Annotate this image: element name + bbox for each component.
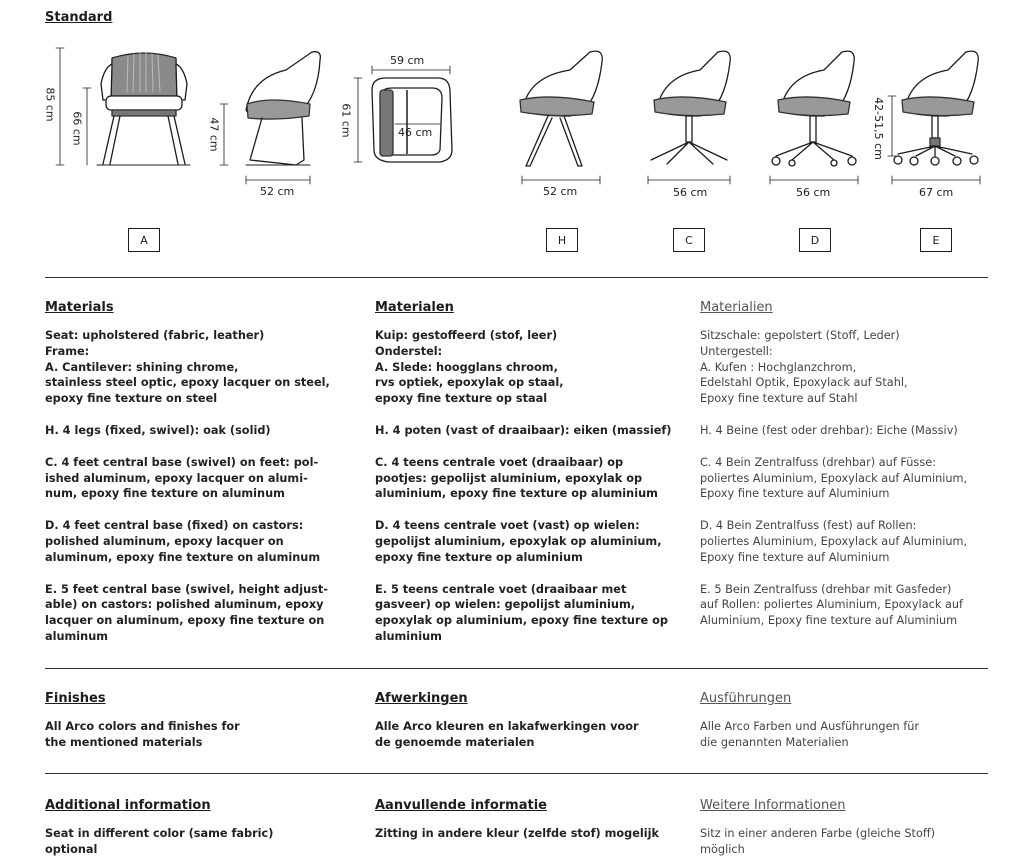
- materials-en-heading: Materials: [45, 300, 114, 315]
- materials-nl: [375, 300, 680, 645]
- finishes-en-heading: Finishes: [45, 691, 106, 706]
- additional-de-heading: Weitere Informationen: [700, 798, 846, 813]
- materials-de-para: Sitzschale: gepolstert (Stoff, Leder) Untergestell: A. Kufen : Hochglanzchrom, Edelstahl Optik, Epoxylack auf Stahl, Epoxy fine texture auf Stahl: [700, 329, 908, 406]
- code-box-e: E: [920, 228, 952, 252]
- finishes-en: [45, 691, 350, 751]
- materials-en-para: Seat: upholstered (fabric, leather) Frame: A. Cantilever: shining chrome, stainless steel optic, epoxy lacquer on steel, epoxy fine texture on steel: [45, 329, 330, 406]
- h-width-label: 52 cm: [543, 185, 578, 198]
- additional-en-heading: Additional information: [45, 798, 211, 813]
- materials-de: [700, 300, 1005, 629]
- divider-top: [45, 277, 988, 278]
- top-inner-label: 46 cm: [398, 126, 433, 139]
- code-box-c: C: [673, 228, 705, 252]
- materials-nl-para: E. 5 teens centrale voet (draaibaar met gasveer) op wielen: gepolijst aluminium, epoxylak op aluminium, epoxy fine texture op aluminium: [375, 582, 668, 643]
- materials-en: [45, 300, 350, 645]
- d-width-label: 56 cm: [796, 186, 831, 199]
- materials-nl-heading: Materialen: [375, 300, 454, 315]
- finishes-de-text: Alle Arco Farben und Ausführungen für die genannten Materialien: [700, 720, 920, 749]
- finishes-de-heading: Ausführungen: [700, 691, 792, 706]
- materials-de-para: E. 5 Bein Zentralfuss (drehbar mit Gasfeder) auf Rollen: poliertes Aluminium, Epoxylack auf Aluminium, Epoxy fine texture auf Aluminium: [700, 582, 964, 628]
- finishes-en-text: All Arco colors and finishes for the mentioned materials: [45, 720, 240, 749]
- additional-nl-heading: Aanvullende informatie: [375, 798, 547, 813]
- chair-c-drawing: [648, 51, 730, 184]
- a-height-arm-label: 66 cm: [70, 110, 84, 146]
- finishes-nl: [375, 691, 680, 751]
- materials-de-para: D. 4 Bein Zentralfuss (fest) auf Rollen: poliertes Aluminium, Epoxylack auf Aluminium, Epoxy fine texture auf Aluminium: [700, 519, 968, 564]
- a-height-total-label: 85 cm: [43, 86, 57, 122]
- e-width-label: 67 cm: [919, 186, 954, 199]
- materials-de-para: C. 4 Bein Zentralfuss (drehbar) auf Füsse: poliertes Aluminium, Epoxylack auf Aluminium, Epoxy fine texture auf Aluminium: [700, 455, 968, 501]
- materials-nl-para: D. 4 teens centrale voet (vast) op wielen: gepolijst aluminium, epoxylak op aluminium, epoxy fine texture op aluminium: [375, 519, 662, 564]
- chair-h-drawing: [520, 51, 602, 184]
- top-depth-wrap: [316, 102, 376, 138]
- code-box-d: D: [799, 228, 831, 252]
- top-depth-label: 61 cm: [339, 102, 353, 138]
- materials-nl-para: H. 4 poten (vast of draaibaar): eiken (massief): [375, 423, 672, 437]
- finishes-nl-heading: Afwerkingen: [375, 691, 468, 706]
- materials-en-para: C. 4 feet central base (swivel) on feet: pol- ished aluminum, epoxy lacquer on alumi- num, epoxy fine texture on aluminum: [45, 455, 319, 501]
- additional-nl-text: Zitting in andere kleur (zelfde stof) mogelijk: [375, 827, 659, 840]
- code-box-h: H: [546, 228, 578, 252]
- materials-de-heading: Materialien: [700, 300, 773, 315]
- finishes-nl-text: Alle Arco kleuren en lakafwerkingen voor de genoemde materialen: [375, 720, 639, 749]
- standard-title: Standard: [45, 10, 113, 25]
- a-height-total-wrap: [20, 86, 80, 122]
- materials-de-para: H. 4 Beine (fest oder drehbar): Eiche (Massiv): [700, 423, 958, 437]
- divider-finishes: [45, 773, 988, 774]
- additional-de: [700, 798, 1005, 858]
- chair-a-side-drawing: [220, 52, 320, 184]
- materials-nl-para: Kuip: gestoffeerd (stof, leer) Onderstel: A. Slede: hoogglans chroom, rvs optiek, epoxylak op staal, epoxy fine texture op staal: [375, 329, 564, 406]
- e-height-label: 42-51,5 cm: [871, 96, 885, 160]
- side-seat-height-wrap: [184, 116, 244, 152]
- c-width-label: 56 cm: [673, 186, 708, 199]
- additional-de-text: Sitz in einer anderen Farbe (gleiche Stoff) möglich: [700, 827, 936, 856]
- a-height-arm-wrap: [47, 110, 107, 146]
- chair-e-drawing: [888, 51, 980, 184]
- e-height-wrap: [838, 96, 918, 160]
- materials-en-para: E. 5 feet central base (swivel, height adjust- able) on castors: polished aluminum, epoxy lacquer on aluminum, epoxy fine texture on aluminum: [45, 582, 328, 643]
- materials-en-para: D. 4 feet central base (fixed) on castors: polished aluminum, epoxy lacquer on aluminum, epoxy fine texture on aluminum: [45, 519, 321, 564]
- top-width-label: 59 cm: [390, 54, 425, 67]
- additional-en-text: Seat in different color (same fabric) optional: [45, 827, 274, 856]
- divider-materials: [45, 668, 988, 669]
- additional-en: [45, 798, 350, 858]
- code-box-a: A: [128, 228, 160, 252]
- side-depth-label: 52 cm: [260, 185, 295, 198]
- additional-nl: [375, 798, 680, 842]
- materials-nl-para: C. 4 teens centrale voet (draaibaar) op pootjes: gepolijst aluminium, epoxylak op aluminium, epoxy fine texture op aluminium: [375, 455, 658, 501]
- materials-en-para: H. 4 legs (fixed, swivel): oak (solid): [45, 423, 271, 437]
- finishes-de: [700, 691, 1005, 751]
- chair-d-drawing: [770, 51, 858, 184]
- side-seat-height-label: 47 cm: [207, 116, 221, 152]
